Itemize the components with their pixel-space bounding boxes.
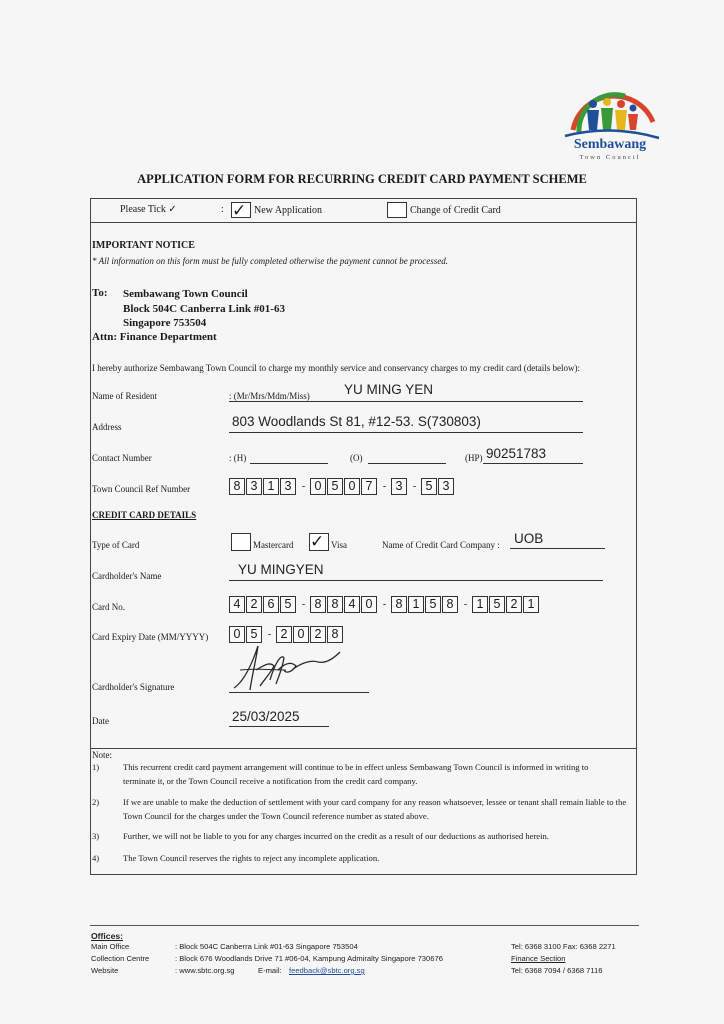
footer-right: Tel: 6368 3100 Fax: 6368 2271 — [511, 942, 616, 951]
note-text: The Town Council reserves the rights to reject any incomplete application. — [123, 853, 380, 863]
digit-box: 4 — [344, 596, 360, 613]
separator: - — [382, 481, 387, 492]
digit-box: 8 — [327, 626, 343, 643]
digit-box: 7 — [361, 478, 377, 495]
cardholder-name-value[interactable]: YU MINGYEN — [238, 562, 324, 577]
ref-number-boxes[interactable] — [229, 477, 455, 496]
footer-rule — [90, 925, 639, 926]
divider-line — [90, 222, 637, 223]
offices-heading: Offices: — [91, 931, 123, 941]
card-details-heading: CREDIT CARD DETAILS — [92, 510, 197, 520]
name-label: Name of Resident — [92, 391, 157, 401]
note-text: This recurrent credit card payment arrangement will continue to be in effect unless Sembawang Town Council is informed in writing to terminate it, or the Town Council receive a notification from the credit card company. — [123, 762, 589, 786]
digit-group — [310, 596, 378, 613]
hp-label: (HP) — [465, 453, 483, 463]
digit-box: 8 — [442, 596, 458, 613]
digit-box: 8 — [310, 596, 326, 613]
note-text: If we are unable to make the deduction of settlement with your card company for any reason whatsoever, lessee or tenant shall remain liable to the Town Council for the charges under the Town Council reference number as stated above. — [123, 797, 627, 821]
change-card-checkbox[interactable] — [387, 202, 407, 218]
mastercard-checkbox[interactable] — [231, 533, 251, 551]
digit-box: 1 — [263, 478, 279, 495]
change-card-label: Change of Credit Card — [410, 205, 501, 216]
digit-box: 2 — [276, 626, 292, 643]
home-phone-field[interactable] — [250, 463, 328, 464]
signature-image — [226, 640, 346, 695]
please-tick-label: Please Tick ✓ — [120, 204, 177, 215]
underline — [229, 580, 603, 581]
note-number: 1) — [92, 762, 100, 772]
address-line: Sembawang Town Council — [123, 288, 248, 300]
card-type-label: Type of Card — [92, 540, 140, 550]
notice-heading: IMPORTANT NOTICE — [92, 240, 195, 251]
separator: - — [301, 599, 306, 610]
note-text: Further, we will not be liable to you for any charges incurred on the credit as a result of our deductions as authorised herein. — [123, 831, 549, 841]
hp-value[interactable]: 90251783 — [486, 446, 547, 461]
footer-label: Main Office — [91, 942, 130, 951]
digit-box: 3 — [438, 478, 454, 495]
separator: - — [382, 599, 387, 610]
separator: - — [301, 481, 306, 492]
address-value[interactable]: 803 Woodlands St 81, #12-53. S(730803) — [232, 414, 481, 429]
note-heading: Note: — [92, 750, 112, 760]
digit-box: 2 — [246, 596, 262, 613]
to-label: To: — [92, 287, 108, 299]
logo-subtitle: Town Council — [579, 154, 641, 161]
footer-value: : Block 676 Woodlands Drive 71 #06-04, Kampung Admiralty Singapore 730676 — [175, 954, 443, 963]
digit-group — [421, 478, 455, 495]
logo-name: Sembawang — [573, 137, 647, 152]
checkmark-icon: ✓ — [232, 201, 247, 221]
address-line: Block 504C Canberra Link #01-63 — [123, 302, 285, 315]
digit-group — [310, 478, 378, 495]
visa-checkbox[interactable] — [309, 533, 329, 551]
digit-box: 2 — [310, 626, 326, 643]
footer-right: Finance Section — [511, 954, 566, 963]
footer-value: : www.sbtc.org.sg — [175, 966, 235, 975]
digit-box: 5 — [421, 478, 437, 495]
digit-group — [229, 596, 297, 613]
digit-box: 2 — [506, 596, 522, 613]
digit-box: 5 — [246, 626, 262, 643]
underline — [510, 548, 605, 549]
digit-box: 0 — [344, 478, 360, 495]
digit-box: 1 — [472, 596, 488, 613]
new-application-label: New Application — [254, 205, 323, 216]
digit-box: 6 — [263, 596, 279, 613]
digit-box: 5 — [425, 596, 441, 613]
digit-group — [472, 596, 540, 613]
digit-box: 5 — [489, 596, 505, 613]
digit-box: 1 — [408, 596, 424, 613]
digit-group — [229, 478, 297, 495]
cardholder-name-label: Cardholder's Name — [92, 571, 162, 581]
digit-box: 5 — [327, 478, 343, 495]
note-number: 2) — [92, 797, 100, 807]
company-value[interactable]: UOB — [514, 531, 544, 546]
digit-box: 0 — [310, 478, 326, 495]
digit-box: 3 — [280, 478, 296, 495]
footer-right: Tel: 6368 7094 / 6368 7116 — [511, 966, 603, 975]
colon: : — [221, 204, 224, 215]
attn-line: Attn: Finance Department — [92, 331, 217, 343]
notice-text: * All information on this form must be fully completed otherwise the payment cannot be processed. — [92, 256, 448, 266]
digit-box: 8 — [391, 596, 407, 613]
note-number: 3) — [92, 831, 100, 841]
underline — [229, 432, 583, 433]
footer-value: : Block 504C Canberra Link #01-63 Singapore 753504 — [175, 942, 358, 951]
address-line: Singapore 753504 — [123, 317, 207, 329]
resident-name-value[interactable]: YU MING YEN — [344, 382, 434, 397]
underline — [483, 463, 583, 464]
contact-label: Contact Number — [92, 453, 152, 463]
signature-line[interactable] — [229, 692, 369, 693]
digit-box: 8 — [327, 596, 343, 613]
mastercard-label: Mastercard — [253, 540, 294, 550]
digit-group — [391, 478, 408, 495]
digit-box: 5 — [280, 596, 296, 613]
checkmark-icon: ✓ — [310, 532, 325, 552]
authorize-text: I hereby authorize Sembawang Town Council to charge my monthly service and conservancy charges to my credit card (details below): — [92, 363, 580, 373]
underline — [229, 726, 329, 727]
digit-box: 0 — [229, 626, 245, 643]
note-number: 4) — [92, 853, 100, 863]
company-label: Name of Credit Card Company : — [382, 540, 500, 550]
date-value[interactable]: 25/03/2025 — [232, 709, 300, 724]
footer-label: Website — [91, 966, 119, 975]
home-phone-label: : (H) — [229, 453, 247, 463]
digit-box: 0 — [293, 626, 309, 643]
visa-label: Visa — [331, 540, 347, 550]
expiry-label: Card Expiry Date (MM/YYYY) — [92, 632, 209, 642]
signature-label: Cardholder's Signature — [92, 682, 175, 692]
digit-box: 4 — [229, 596, 245, 613]
address-label: Address — [92, 422, 122, 432]
name-prefix: : (Mr/Mrs/Mdm/Miss) — [229, 391, 310, 401]
office-phone-label: (O) — [350, 453, 363, 463]
footer-label: Collection Centre — [91, 954, 150, 963]
digit-box: 8 — [229, 478, 245, 495]
council-address — [123, 287, 285, 331]
digit-box: 3 — [246, 478, 262, 495]
separator: - — [463, 599, 468, 610]
digit-box: 3 — [391, 478, 407, 495]
card-number-boxes[interactable] — [229, 595, 540, 614]
office-phone-field[interactable] — [368, 463, 446, 464]
form-title: APPLICATION FORM FOR RECURRING CREDIT CARD PAYMENT SCHEME — [137, 172, 587, 186]
ref-number-label: Town Council Ref Number — [92, 484, 191, 494]
separator: - — [267, 629, 272, 640]
new-application-checkbox[interactable] — [231, 201, 251, 221]
email-link[interactable]: feedback@sbtc.org.sg — [289, 966, 365, 975]
date-label: Date — [92, 716, 109, 726]
divider-line — [90, 748, 637, 749]
digit-box: 1 — [523, 596, 539, 613]
email-label: E-mail: — [258, 966, 282, 975]
digit-group — [391, 596, 459, 613]
card-number-label: Card No. — [92, 602, 125, 612]
underline — [229, 401, 583, 402]
separator: - — [412, 481, 417, 492]
digit-box: 0 — [361, 596, 377, 613]
